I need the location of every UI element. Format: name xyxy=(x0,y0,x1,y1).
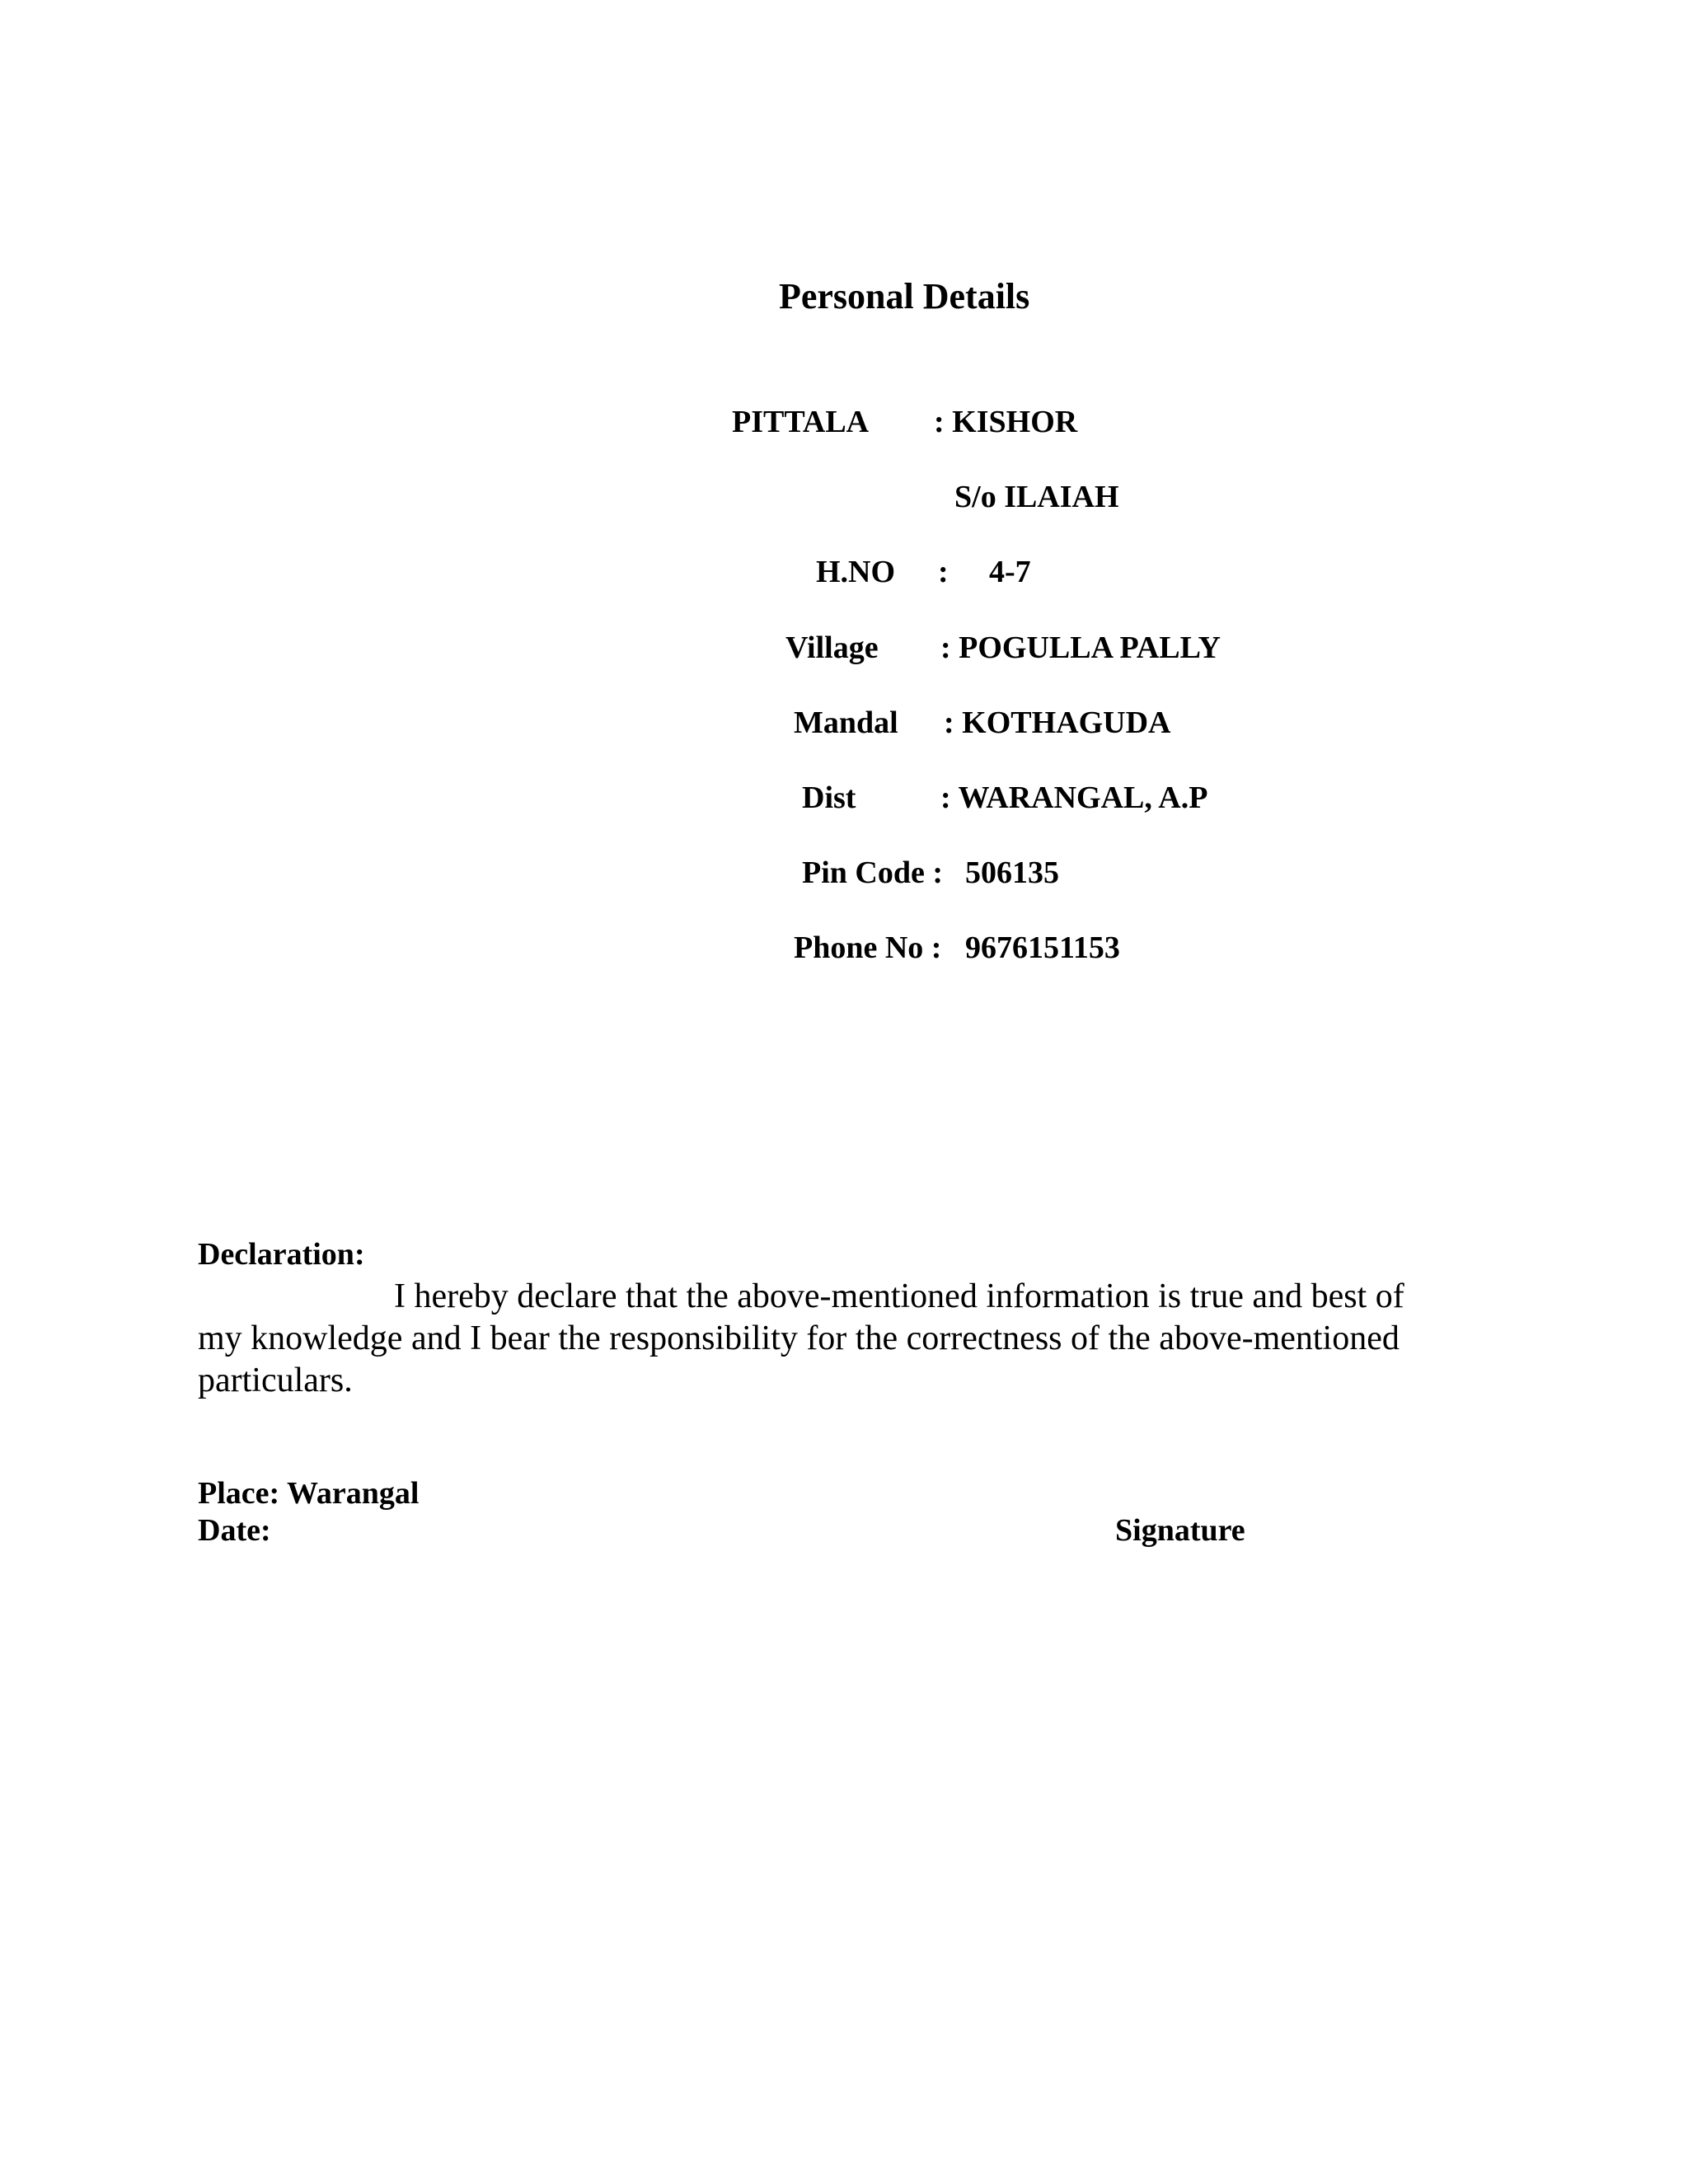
declaration-heading: Declaration: xyxy=(198,1237,365,1272)
village-label: Village xyxy=(785,630,879,665)
date-line: Date: xyxy=(198,1513,271,1548)
pin-code-value: 506135 xyxy=(965,855,1059,890)
mandal-label: Mandal xyxy=(794,705,898,740)
father-name: S/o ILAIAH xyxy=(954,480,1119,514)
hno-value: 4-7 xyxy=(989,555,1031,589)
hno-label: H.NO xyxy=(816,555,896,589)
pin-code-label: Pin Code : xyxy=(802,855,943,890)
phone-label: Phone No : xyxy=(794,930,942,965)
surname-label: PITTALA xyxy=(732,405,870,439)
signature-label: Signature xyxy=(1115,1513,1245,1548)
mandal-value: : KOTHAGUDA xyxy=(944,705,1171,740)
village-value: : POGULLA PALLY xyxy=(940,630,1221,665)
dist-value: : WARANGAL, A.P xyxy=(940,780,1208,815)
page-title: Personal Details xyxy=(779,276,1030,316)
declaration-text: I hereby declare that the above-mentioned information is true and best of my knowledge and I bear the responsibility for the correctness of the above-mentioned particulars. xyxy=(198,1277,1404,1399)
place-line: Place: Warangal xyxy=(198,1476,420,1511)
phone-value: 9676151153 xyxy=(965,930,1120,965)
dist-label: Dist xyxy=(802,780,856,815)
hno-separator: : xyxy=(938,555,949,589)
surname-value: : KISHOR xyxy=(934,405,1078,439)
